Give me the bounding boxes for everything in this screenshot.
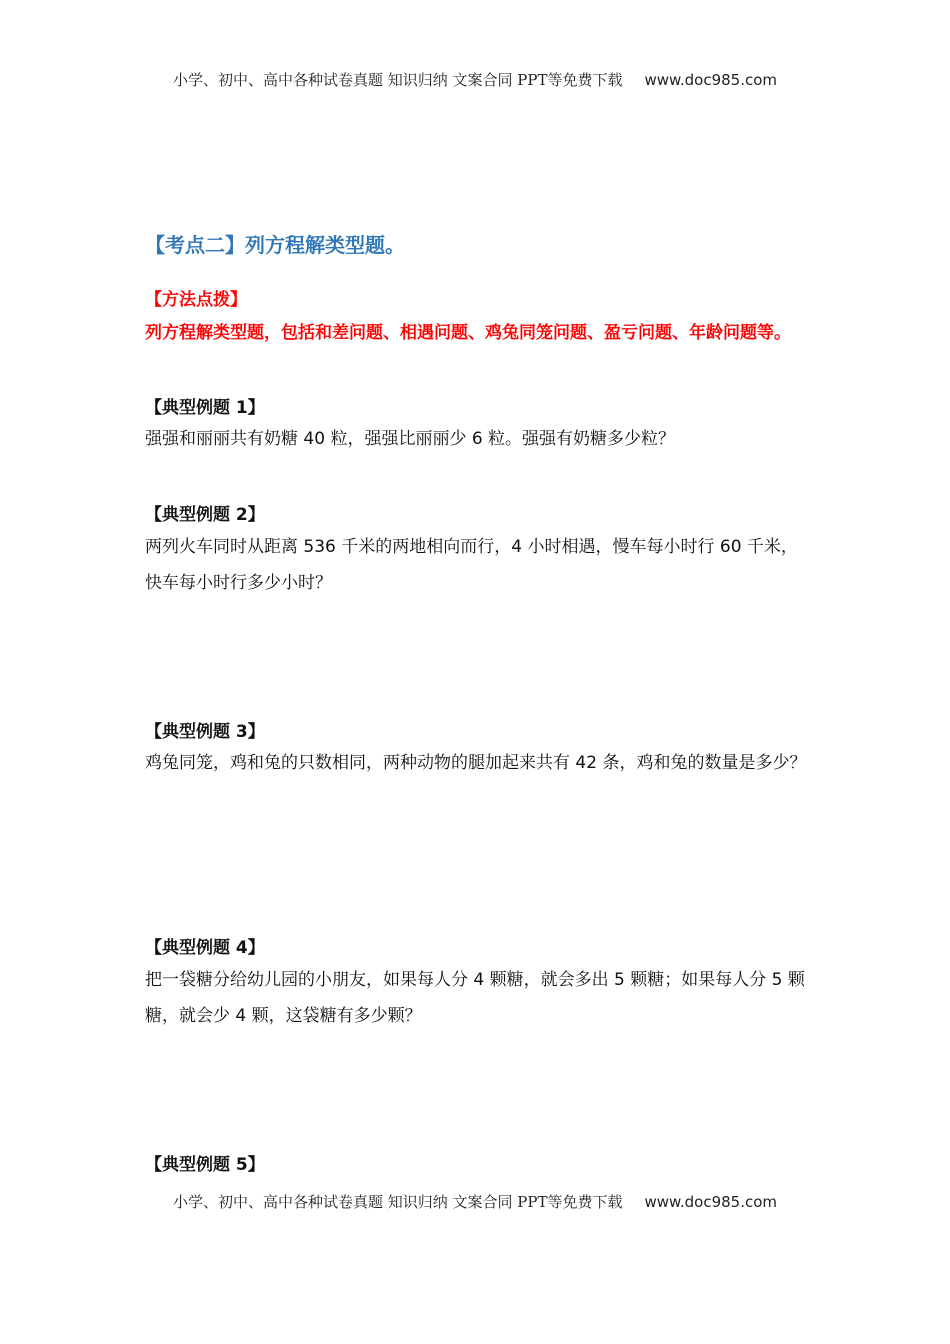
example-1-heading: 【典型例题 1】	[145, 398, 265, 418]
page-footer	[0, 1191, 950, 1212]
example-4-text: 把一袋糖分给幼儿园的小朋友，如果每人分 4 颗糖，就会多出 5 颗糖；如果每人分 5 颗糖，就会少 4 颗，这袋糖有多少颗？	[145, 970, 805, 1026]
section-title: 【考点二】列方程解类型题。	[145, 233, 405, 257]
example-2-text: 两列火车同时从距离 536 千米的两地相向而行，4 小时相遇，慢车每小时行 60 千米，快车每小时行多少小时？	[145, 537, 798, 593]
example-4-heading: 【典型例题 4】	[145, 938, 265, 958]
header-text: 小学、初中、高中各种试卷真题 知识归纳 文案合同 PPT等免费下载	[172, 71, 623, 89]
example-2-heading: 【典型例题 2】	[145, 505, 265, 525]
header-url[interactable]: www.doc985.com	[644, 71, 778, 89]
example-3-heading: 【典型例题 3】	[145, 722, 265, 742]
footer-text: 小学、初中、高中各种试卷真题 知识归纳 文案合同 PPT等免费下载	[172, 1193, 623, 1211]
method-heading: 【方法点拨】	[145, 290, 247, 310]
example-1-text: 强强和丽丽共有奶糖 40 粒，强强比丽丽少 6 粒。强强有奶糖多少粒？	[145, 429, 676, 449]
page-header	[0, 69, 950, 90]
footer-url[interactable]: www.doc985.com	[644, 1193, 778, 1211]
method-text: 列方程解类型题，包括和差问题、相遇问题、鸡兔同笼问题、盈亏问题、年龄问题等。	[145, 323, 791, 343]
example-5-heading: 【典型例题 5】	[145, 1155, 265, 1175]
example-3-text: 鸡兔同笼，鸡和兔的只数相同，两种动物的腿加起来共有 42 条，鸡和兔的数量是多少？	[145, 753, 807, 773]
